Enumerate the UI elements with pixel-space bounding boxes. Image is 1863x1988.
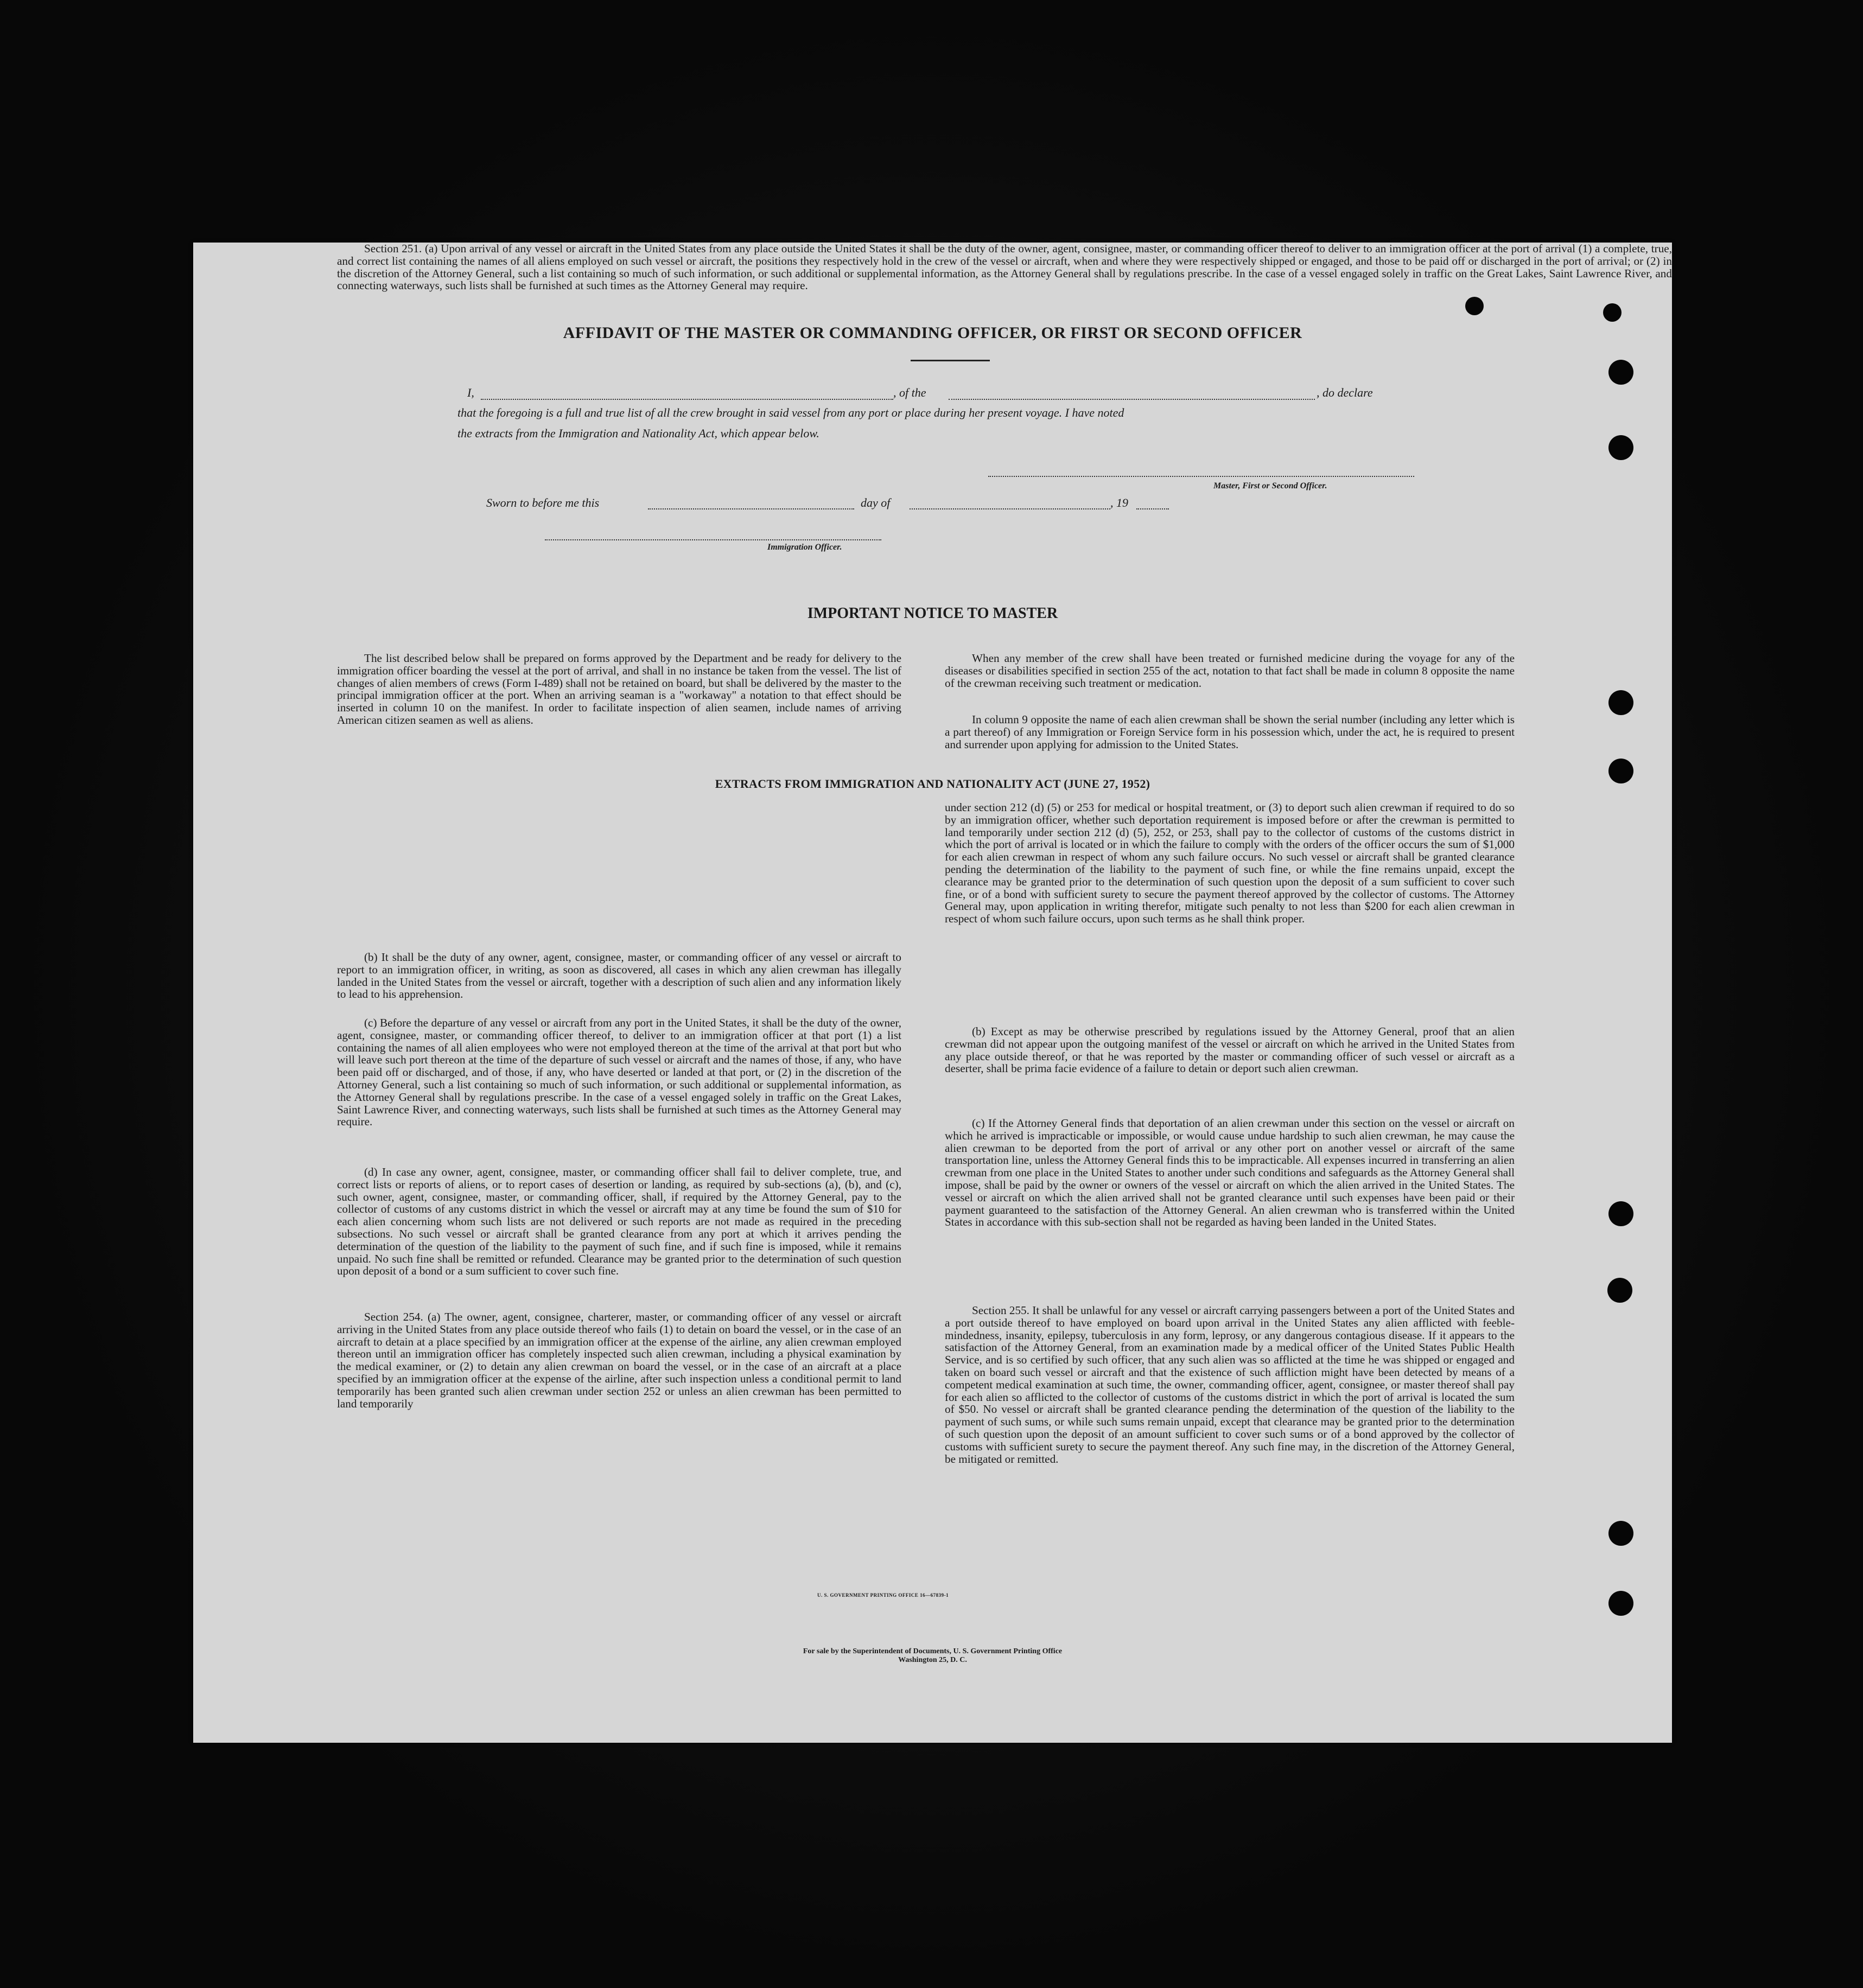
section-251-c: (c) Before the departure of any vessel or aircraft from any port in the United States, it shall be the duty of the owner, agent, consignee, master, or commanding officer thereof, to deliver to an immigration officer at that port (1) a list containing the names of all alien employees who were not employed thereon at the time of the arrival at that port but who will leave such port thereon at the time of the departure of such vessel or aircraft and the names of those, if any, who have been paid off or discharged, and of those, if any, who have deserted or landed at that port, or (2) in the discretion of the Attorney General, such a list containing so much of such information, or such additional or supplemental information, as the Attorney General shall by regulations prescribe. In the case of a vessel engaged solely in traffic on the Great Lakes, Saint Lawrence River, and connecting waterways, such lists shall be furnished at such times as the Attorney General may require. (337, 1016, 901, 1129)
title-rule (911, 360, 990, 361)
sworn-year-field[interactable] (1136, 508, 1169, 509)
punch-hole (1608, 1521, 1633, 1546)
punch-hole (1608, 1591, 1633, 1616)
notice-title: IMPORTANT NOTICE TO MASTER (807, 605, 1058, 622)
immigration-caption: Immigration Officer. (767, 543, 842, 552)
immigration-signature-field[interactable] (545, 539, 881, 540)
punch-hole (1608, 435, 1633, 460)
affidavit-title: AFFIDAVIT OF THE MASTER OR COMMANDING OFFICER, OR FIRST OR SECOND OFFICER (563, 324, 1302, 342)
section-254-a: Section 254. (a) The owner, agent, consignee, charterer, master, or commanding officer of any vessel or aircraft arriving in the United States from any place outside thereof who fails (1) to detain on board the vessel, or in the case of an aircraft to detain at a place specified by an immigration officer at the expense of the airline, any alien crewman employed thereon until an immigration officer has completely inspected such alien crewman, including a physical examination by the medical examiner, or (2) to detain any alien crewman on board the vessel, or in the case of an aircraft at a place specified by an immigration officer at the expense of the airline, after such inspection unless a conditional permit to land temporarily has been granted such alien crewman under section 252 or unless an alien crewman has been permitted to land temporarily (337, 1310, 901, 1410)
sworn-month-field[interactable] (910, 508, 1110, 509)
printer-line: U. S. GOVERNMENT PRINTING OFFICE 16—67839-1 (817, 1592, 949, 1598)
notice-left-paragraph: The list described below shall be prepared on forms approved by the Department and be ready for delivery to the immigration officer boarding the vessel at the port of arrival, and shall in no instance be taken from the vessel. The list of changes of alien members of crews (Form I-489) shall not be retained on board, but shall be delivered by the master to the principal immigration officer at the port. When an arriving seaman is a "workaway" a notation to that effect should be inserted in column 10 on the manifest. In order to facilitate inspection of alien seamen, include names of arriving American citizen seamen as well as aliens. (337, 652, 901, 727)
declare-suffix: , do declare (1317, 386, 1373, 399)
punch-hole (1608, 1201, 1633, 1226)
section-254-a-cont: under section 212 (d) (5) or 253 for medical or hospital treatment, or (3) to deport such alien crewman if required to do so by an immigration officer, whether such deportation requirement is imposed before or after the crewman is permitted to land temporarily under section 212 (d) (5), 252, or 253, shall pay to the collector of customs of the customs district in which the port of arrival is located or in which the failure to comply with the orders of the officer occurs the sum of $1,000 for each alien crewman in respect of whom any such failure occurs. No such vessel or aircraft shall be granted clearance pending the determination of the liability to the payment of such fine, or while the fine remains unpaid, except the clearance may be granted prior to the determination of such question upon the deposit of a sum sufficient to cover such fine, or of a bond with sufficient surety to secure the payment thereof approved by the collector of customs. The Attorney General may, upon application in writing therefor, mitigate such penalty to not less than $200 for each alien crewman in respect of whom such failure occurs, upon such terms as he shall think proper. (945, 801, 1515, 926)
section-254-b: (b) Except as may be otherwise prescribed by regulations issued by the Attorney General, proof that an alien crewman did not appear upon the outgoing manifest of the vessel or aircraft on which he arrived in the United States from any place outside thereof, or that he was reported by the master or commanding officer of such vessel or aircraft as a deserter, shall be prima facie evidence of a failure to detain or deport such alien crewman. (945, 1025, 1515, 1075)
notice-right-paragraph: When any member of the crew shall have been treated or furnished medicine during the voyage for any of the diseases or disabilities specified in section 255 of the act, notation to that fact shall be made in column 8 opposite the name of the crewman receiving such treatment or medication. (945, 652, 1515, 690)
punch-hole (1608, 360, 1633, 385)
declare-prefix: I, (467, 386, 474, 399)
sworn-day-field[interactable] (648, 508, 854, 509)
sworn-year: , 19 (1110, 496, 1128, 509)
punch-hole (1607, 1278, 1632, 1303)
section-251-a: Section 251. (a) Upon arrival of any vessel or aircraft in the United States from any place outside the United States it shall be the duty of the owner, agent, consignee, master, or commanding officer thereof to deliver to an immigration officer at the port of arrival (1) a complete, true, and correct list containing the names of all aliens employed on such vessel or aircraft, the positions they respectively hold in the crew of the vessel or aircraft, when and where they were respectively shipped or engaged, and those to be paid off or discharged in the port of arrival; or (2) in the discretion of the Attorney General, such a list containing so much of such information, or such additional or supplemental information, as the Attorney General shall by regulations prescribe. In the case of a vessel engaged solely in traffic on the Great Lakes, Saint Lawrence River, and connecting waterways, such lists shall be furnished at such times as the Attorney General may require. (337, 242, 1672, 292)
declaration-text: the extracts from the Immigration and Nationality Act, which appear below. (457, 426, 819, 440)
notice-right-paragraph: In column 9 opposite the name of each alien crewman shall be shown the serial number (including any letter which is a part thereof) of any Immigration or Foreign Service form in his possession which, under the act, he is required to present and surrender upon applying for admission to the United States. (945, 713, 1515, 751)
master-caption: Master, First or Second Officer. (1213, 481, 1327, 490)
section-255: Section 255. It shall be unlawful for any vessel or aircraft carrying passengers between a port of the United States and a port outside thereof to have employed on board upon arrival in the United States any alien afflicted with feeble-mindedness, insanity, epilepsy, tuberculosis in any form, leprosy, or any dangerous contagious disease. If it appears to the satisfaction of the Attorney General, from an examination made by a medical officer of the United States Public Health Service, and is so certified by such officer, that any such alien was so afflicted at the time he was shipped or engaged and taken on board such vessel or aircraft and that the existence of such affliction might have been detected by means of a competent medical examination at such time, the owner, commanding officer, agent, consignee, or master thereof shall pay for each alien so afflicted to the collector of customs of the customs district in which the port of arrival is located the sum of $50. No vessel or aircraft shall be granted clearance pending the determination of the question of the liability to the payment of such sums, or while such sums remain unpaid, except that clearance may be granted prior to the determination of such question upon the deposit of an amount sufficient to cover such sums or of a bond approved by the collector of customs with sufficient surety to secure the payment thereof. Any such fine may, in the discretion of the Attorney General, be mitigated or remitted. (945, 1304, 1515, 1465)
footer (193, 1647, 1672, 1665)
section-251-d: (d) In case any owner, agent, consignee, master, or commanding officer shall fail to deliver complete, true, and correct lists or reports of aliens, or to report cases of desertion or landing, as required by sub-sections (a), (b), and (c), such owner, agent, consignee, master, or commanding officer, shall, if required by the Attorney General, pay to the collector of customs of any customs district in which the vessel or aircraft may at any time be found the sum of $10 for each alien concerning whom such lists are not delivered or such reports are not made as required in the preceding subsections. No such vessel or aircraft shall be granted clearance from any port at which it arrives pending the determination of the question of the liability to the payment of such fine, and if such fine is imposed, while it remains unpaid. No such fine shall be remitted or refunded. Clearance may be granted prior to the determination of such question upon deposit of a bond or a sum sufficient to cover such fine. (337, 1165, 901, 1278)
sworn-prefix: Sworn to before me this (486, 496, 600, 509)
sworn-day-of: day of (861, 496, 891, 509)
vessel-field[interactable] (949, 399, 1315, 400)
section-251-b: (b) It shall be the duty of any owner, agent, consignee, master, or commanding officer of any vessel or aircraft to report to an immigration officer, in writing, as soon as discovered, all cases in which any alien crewman has illegally landed in the United States from the vessel or aircraft, together with a description of such alien and any information likely to lead to his apprehension. (337, 951, 901, 1001)
extracts-title: EXTRACTS FROM IMMIGRATION AND NATIONALITY ACT (JUNE 27, 1952) (715, 777, 1150, 791)
declare-of: , of the (893, 386, 926, 399)
document-page (193, 243, 1672, 1743)
punch-hole (1465, 297, 1484, 315)
master-signature-field[interactable] (988, 476, 1414, 477)
footer-line: For sale by the Superintendent of Documents, U. S. Government Printing Office (803, 1647, 1063, 1655)
section-254-c: (c) If the Attorney General finds that deportation of an alien crewman under this section on the vessel or aircraft on which he arrived is impracticable or impossible, or would cause undue hardship to such alien crewman, he may cause the alien crewman to be deported from the port of arrival or any other port on another vessel or aircraft of the same transportation line, unless the Attorney General finds this to be impracticable. All expenses incurred in transferring an alien crewman from one place in the United States to another under such conditions and safeguards as the Attorney General shall impose, shall be paid by the owner or owners of the vessel or aircraft on which the alien arrived in the United States. The vessel or aircraft on which the alien arrived shall not be granted clearance until such expenses have been paid or their payment guaranteed to the satisfaction of the Attorney General. An alien crewman who is transferred within the United States in accordance with this sub-section shall not be regarded as having been landed in the United States. (945, 1117, 1515, 1229)
punch-hole (1608, 690, 1633, 715)
declaration-text: that the foregoing is a full and true list of all the crew brought in said vessel from any port or place during her present voyage. I have noted (457, 406, 1124, 419)
punch-hole (1603, 303, 1622, 322)
footer-line: Washington 25, D. C. (898, 1656, 967, 1664)
name-field[interactable] (481, 399, 893, 400)
